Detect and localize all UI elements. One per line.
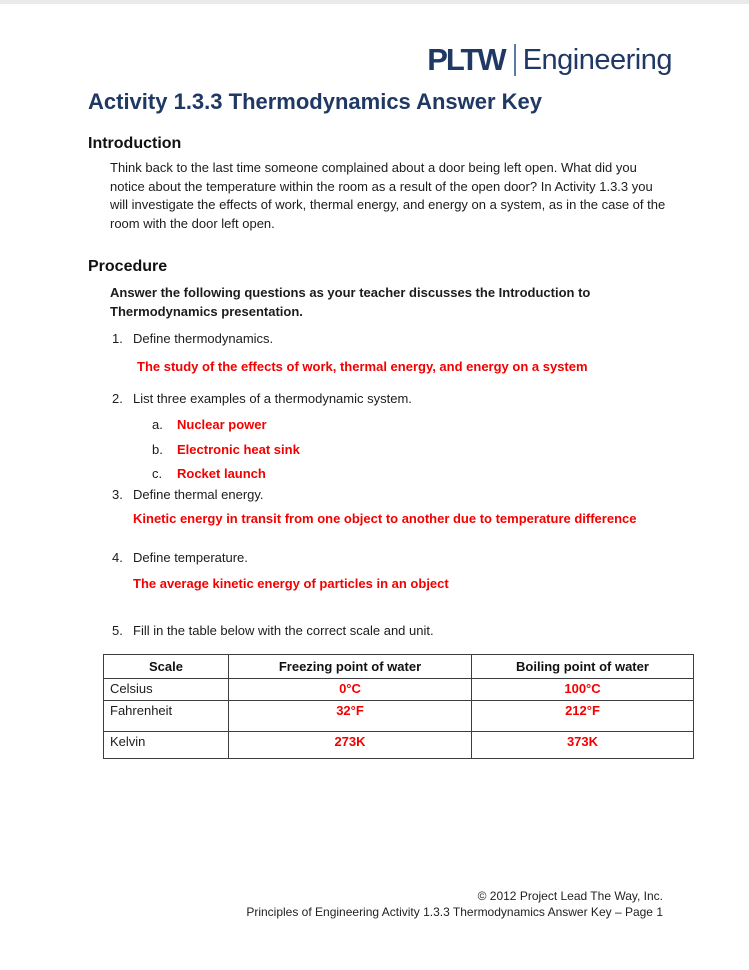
question-1-prompt: Define thermodynamics.: [133, 331, 274, 346]
celsius-boiling-value: 100°C: [472, 679, 694, 701]
logo-divider-line: [514, 44, 516, 76]
table-row-kelvin: [104, 732, 694, 759]
kelvin-freezing-value: 273K: [229, 732, 472, 759]
answer-3: Kinetic energy in transit from one object to another due to temperature difference: [133, 511, 637, 526]
kelvin-label: Kelvin: [104, 732, 229, 759]
temperature-scale-table: [103, 654, 694, 759]
answer-2b-letter: b.: [152, 442, 163, 457]
answer-2a-letter: a.: [152, 417, 163, 432]
page-title: Activity 1.3.3 Thermodynamics Answer Key: [88, 89, 543, 114]
pltw-engineering-logo: [427, 42, 672, 78]
answer-4: The average kinetic energy of particles in an object: [133, 576, 449, 591]
answer-2c-letter: c.: [152, 466, 163, 481]
celsius-freezing-value: 0°C: [229, 679, 472, 701]
question-4-number: 4.: [112, 550, 123, 565]
logo-brand-text: PLTW: [427, 42, 505, 77]
question-1: [112, 331, 273, 346]
footer-copyright: © 2012 Project Lead The Way, Inc.: [477, 889, 663, 903]
question-4: [112, 550, 248, 565]
answer-2b-text: Electronic heat sink: [177, 442, 300, 457]
fahrenheit-boiling-value: 212°F: [472, 701, 694, 732]
introduction-heading: Introduction: [88, 135, 182, 152]
answer-2b: [152, 442, 300, 457]
question-4-prompt: Define temperature.: [133, 550, 248, 565]
page-top-edge: [0, 0, 749, 4]
answer-2a-text: Nuclear power: [177, 417, 267, 432]
kelvin-boiling-value: 373K: [472, 732, 694, 759]
answer-1: The study of the effects of work, thermal energy, and energy on a system: [137, 359, 588, 374]
question-3-prompt: Define thermal energy.: [133, 487, 264, 502]
fahrenheit-freezing-value: 32°F: [229, 701, 472, 732]
question-5-number: 5.: [112, 623, 123, 638]
question-2-number: 2.: [112, 391, 123, 406]
question-3: [112, 487, 264, 502]
logo-division-text: Engineering: [522, 43, 672, 76]
celsius-label: Celsius: [104, 679, 229, 701]
introduction-paragraph: Think back to the last time someone complained about a door being left open. What did you notice about the temperature within the room as a result of the open door? In Activity 1.3.3 you will investigate the effects of work, thermal energy, and energy on a system, as in the case of the room with the door left open.: [110, 160, 666, 231]
page-footer: [246, 889, 663, 920]
procedure-heading: Procedure: [88, 258, 168, 275]
procedure-instructions: Answer the following questions as your teacher discusses the Introduction to Thermodynamics presentation.: [110, 285, 591, 319]
answer-2a: [152, 417, 267, 432]
question-5-prompt: Fill in the table below with the correct scale and unit.: [133, 623, 434, 638]
question-5: [112, 623, 434, 638]
fahrenheit-label: Fahrenheit: [104, 701, 229, 732]
question-3-number: 3.: [112, 487, 123, 502]
table-row-fahrenheit: [104, 701, 694, 732]
question-1-number: 1.: [112, 331, 123, 346]
table-header-freezing: Freezing point of water: [229, 655, 472, 679]
table-header-scale: Scale: [104, 655, 229, 679]
footer-document-line: Principles of Engineering Activity 1.3.3 Thermodynamics Answer Key – Page 1: [246, 904, 663, 919]
table-row-celsius: [104, 679, 694, 701]
question-2-prompt: List three examples of a thermodynamic system.: [133, 391, 412, 406]
table-header-boiling: Boiling point of water: [472, 655, 694, 679]
table-header-row: [104, 655, 694, 679]
answer-2c: [152, 466, 266, 481]
question-2: [112, 391, 412, 406]
answer-2c-text: Rocket launch: [177, 466, 266, 481]
